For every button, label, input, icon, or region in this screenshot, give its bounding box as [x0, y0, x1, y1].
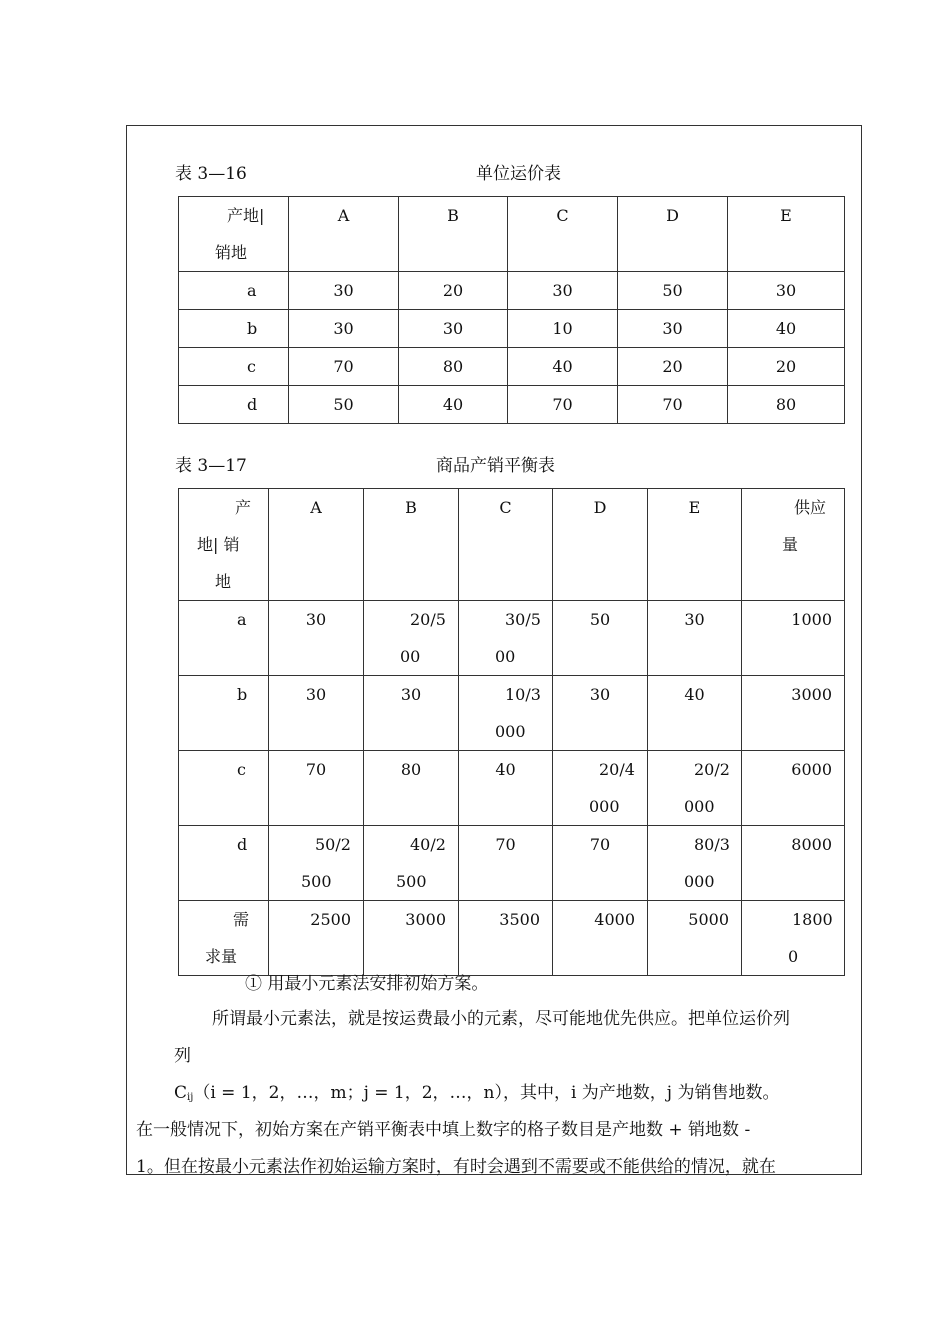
demand-cell: 2500: [269, 901, 364, 976]
table-row: [179, 826, 845, 901]
step-heading: ① 用最小元素法安排初始方案。: [245, 974, 489, 994]
table-cell: 70: [289, 348, 399, 386]
cij-subscript: ij: [187, 1092, 194, 1103]
table-cell: 40: [728, 310, 845, 348]
row-label: c: [179, 348, 289, 386]
table-cell: 40: [508, 348, 618, 386]
table2-header-row: [179, 489, 845, 601]
table-row: [179, 348, 845, 386]
table-cell: 30: [508, 272, 618, 310]
table-cell: 70: [553, 826, 648, 901]
table1-col-header: B: [399, 197, 508, 272]
table-cell: 20: [728, 348, 845, 386]
table-cell: 20/5 00: [364, 601, 459, 676]
demand-total-cell: 1800 0: [742, 901, 845, 976]
table1-col-header: C: [508, 197, 618, 272]
paragraph-line: 1。但在按最小元素法作初始运输方案时，有时会遇到不需要或不能供给的情况，就在: [136, 1157, 776, 1177]
table-cell: 50: [618, 272, 728, 310]
paragraph-line: $C_{ij}(i = 1$，2，…，m；j = 1，2，…，n），其中，i 为产地数，j 为销售地数。: [174, 1083, 780, 1103]
table-cell: 10/3 000: [459, 676, 553, 751]
supply-cell: 8000: [742, 826, 845, 901]
table1-corner-cell: [179, 197, 289, 272]
table-row: [179, 272, 845, 310]
table-cell: 30: [399, 310, 508, 348]
table-cell: 20: [618, 348, 728, 386]
table-cell: 80: [728, 386, 845, 424]
row-label: d: [179, 826, 269, 901]
table-cell: 40: [399, 386, 508, 424]
table-cell: 30/5 00: [459, 601, 553, 676]
cij-symbol: C: [174, 1083, 188, 1103]
row-label: c: [179, 751, 269, 826]
table1-corner-top: 产地|: [227, 206, 265, 225]
table-row: [179, 751, 845, 826]
table1-caption-number: 表 3—16: [175, 164, 247, 184]
table-cell: 30: [289, 272, 399, 310]
table-cell: 30: [289, 310, 399, 348]
supply-cell: 1000: [742, 601, 845, 676]
table-cell: 20: [399, 272, 508, 310]
table-cell: 20/2 000: [648, 751, 742, 826]
demand-cell: 4000: [553, 901, 648, 976]
table-cell: 40: [459, 751, 553, 826]
table2-caption-title: 商品产销平衡表: [436, 456, 555, 476]
table2-col-header: D: [553, 489, 648, 601]
supply-cell: 6000: [742, 751, 845, 826]
demand-cell: 5000: [648, 901, 742, 976]
table2-supply-header: 供应 量: [742, 489, 845, 601]
table-cell: 30: [553, 676, 648, 751]
paragraph-line: 在一般情况下，初始方案在产销平衡表中填上数字的格子数目是产地数 + 销地数 -: [136, 1120, 751, 1140]
table-cell: 70: [459, 826, 553, 901]
table-cell: 30: [648, 601, 742, 676]
paragraph-line: 列: [174, 1046, 191, 1066]
demand-cell: 3500: [459, 901, 553, 976]
row-label: b: [179, 310, 289, 348]
row-label: b: [179, 676, 269, 751]
table-cell: 80: [399, 348, 508, 386]
table-cell: 30: [364, 676, 459, 751]
table-row: [179, 676, 845, 751]
table-cell: 20/4 000: [553, 751, 648, 826]
table-cell: 70: [618, 386, 728, 424]
table-cell: 30: [728, 272, 845, 310]
table1-header-row: [179, 197, 845, 272]
row-label: a: [179, 601, 269, 676]
table-cell: 80: [364, 751, 459, 826]
table2-col-header: B: [364, 489, 459, 601]
table2-corner-cell: 产 地| 销 地: [179, 489, 269, 601]
table-cell: 50: [289, 386, 399, 424]
table1-caption-title: 单位运价表: [476, 164, 561, 184]
table-cell: 10: [508, 310, 618, 348]
demand-row: [179, 901, 845, 976]
table1-corner-bottom: 销地: [215, 243, 248, 262]
row-label: a: [179, 272, 289, 310]
table-cell: 70: [269, 751, 364, 826]
table1-col-header: A: [289, 197, 399, 272]
table-row: [179, 386, 845, 424]
supply-demand-balance-table: [178, 488, 845, 976]
row-label: d: [179, 386, 289, 424]
table1-col-header: D: [618, 197, 728, 272]
table2-caption-number: 表 3—17: [175, 456, 247, 476]
table-cell: 30: [618, 310, 728, 348]
table-cell: 40: [648, 676, 742, 751]
demand-cell: 3000: [364, 901, 459, 976]
supply-cell: 3000: [742, 676, 845, 751]
table2-col-header: C: [459, 489, 553, 601]
table-cell: 30: [269, 676, 364, 751]
demand-label: 需 求量: [179, 901, 269, 976]
table-row: [179, 601, 845, 676]
paragraph-line: 所谓最小元素法，就是按运费最小的元素，尽可能地优先供应。把单位运价列: [212, 1009, 790, 1029]
table-cell: 50/2 500: [269, 826, 364, 901]
table-cell: 40/2 500: [364, 826, 459, 901]
table-cell: 70: [508, 386, 618, 424]
table2-col-header: A: [269, 489, 364, 601]
table-cell: 80/3 000: [648, 826, 742, 901]
unit-freight-table: [178, 196, 845, 424]
table1-col-header: E: [728, 197, 845, 272]
table-row: [179, 310, 845, 348]
table-cell: 50: [553, 601, 648, 676]
table-cell: 30: [269, 601, 364, 676]
table2-col-header: E: [648, 489, 742, 601]
